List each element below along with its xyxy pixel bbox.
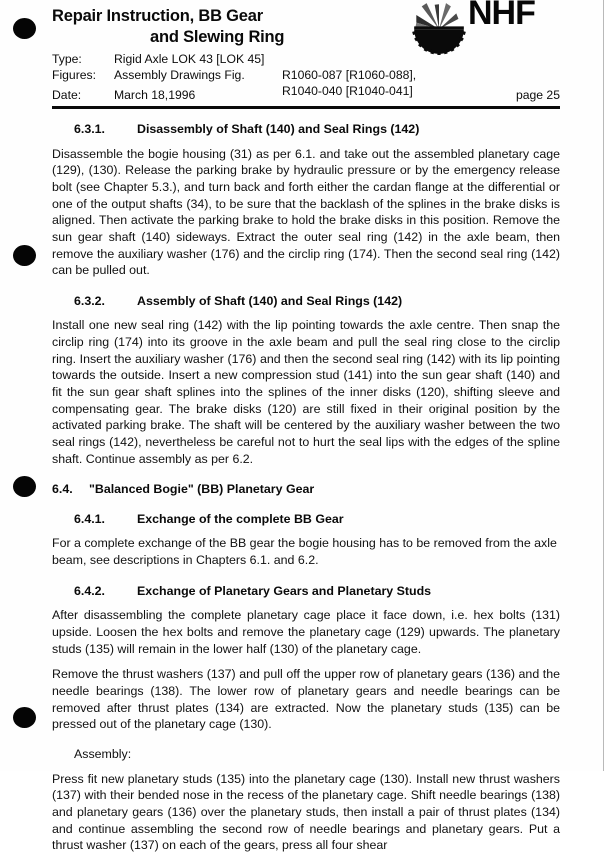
section-paragraph: Remove the thrust washers (137) and pull off the upper row of planetary gears (136) and the needle bearings (138). The lower row of planetary gears and needle bearings can be removed after thrust plates (134) are extracted. Now the planetary studs (135) can be pressed out of the planetary cage (130). (52, 667, 560, 732)
company-logo (412, 0, 562, 58)
section-heading-64 (52, 474, 560, 504)
section-paragraph: For a complete exchange of the BB gear the bogie housing has to be removed from the axle beam, see descriptions in Chapters 6.1. and 6.2. (52, 536, 557, 568)
section-paragraph: Install one new seal ring (142) with the lip pointing towards the axle centre. Then snap the circlip ring (174) into its groove in the axle beam and pull the seal ring close to the circlip ring. Insert the auxiliary washer (176) and then the second seal ring (142) with its lip pointing towards the outside. Insert a new compression stud (141) into the sun gear shaft (140) and fit the sun gear shaft splines into the splines of the inner disks (120), shifting sleeve and compensating gear. The brake disks (120) are still fixed in their original position by the activated parking brake. The shaft will be centered by the auxiliary washer between the two seal rings (142), nevertheless be careful not to hurt the seal lips with the edges of the spline shaft. Continue assembly as per 6.2. (52, 318, 560, 466)
section-number: 6.4.2. (74, 583, 106, 598)
date-value: March 18,1996 (114, 88, 196, 102)
section-title: Disassembly of Shaft (140) and Seal Rings (142) (137, 122, 420, 136)
section-heading-642 (52, 576, 560, 606)
section-number: 6.3.2. (74, 293, 106, 308)
figures-value-c: R1040-040 [R1040-041] (282, 83, 413, 98)
section-heading-631 (52, 114, 560, 144)
sunburst-gear-logo-icon (412, 1, 466, 55)
date-label: Date: (52, 88, 82, 102)
type-label: Type: (52, 51, 82, 66)
figures-value-a: Assembly Drawings Fig. (114, 67, 245, 82)
hole-punch-mark (13, 18, 36, 39)
document-body (52, 114, 560, 861)
meta-row-figures (52, 68, 560, 84)
scan-edge-margin (604, 0, 608, 771)
section-number: 6.4. (52, 482, 73, 497)
figures-value-b: R1060-087 [R1060-088], (282, 67, 417, 82)
hole-punch-mark (13, 707, 36, 728)
section-paragraph: After disassembling the complete planetary cage place it face down, i.e. hex bolts (131) upside. Loosen the hex bolts and remove the planetary cage (129) upwards. The planetary studs (135) will remain in the lower half (130) of the planetary cage. (52, 608, 560, 656)
figures-label: Figures: (52, 67, 97, 82)
section-number: 6.4.1. (74, 511, 106, 526)
section-title: Exchange of the complete BB Gear (137, 511, 344, 526)
assembly-paragraph: Press fit new planetary studs (135) into the planetary cage (130). Install new thrust washers (137) with their bended nose in the recess of the planetary cage. Shift needle bearings (138) and planetary gears (136) over the planetary studs, then install a pair of thrust plates (134) and continue assembling the second row of needle bearings and planetary gears. Put a thrust washer (137) on each of the gears, press all four shear (52, 771, 560, 853)
section-paragraph: Disassemble the bogie housing (31) as per 6.1. and take out the assembled planetary cage (129), (130). Release the parking brake by hydraulic pressure or by the emergency release bolt (see Chapter 5.3.), and turn back and forth either the cardan flange at the differential or one of the output shafts (34), to be sure that the backlash of the splines in the brake disks is aligned. Then activate the parking brake to hold the brake disks in this position. Remove the sun gear shaft (140) sideways. Extract the outer seal ring (142) in the axle beam, then remove the auxiliary washer (176) and the circlip ring (174). Then the second seal ring (142) can be pulled out. (52, 146, 560, 278)
header-rule (52, 106, 560, 109)
section-title: "Balanced Bogie" (BB) Planetary Gear (89, 482, 315, 497)
section-heading-641 (52, 504, 560, 534)
hole-punch-mark (13, 476, 36, 497)
hole-punch-mark (13, 245, 36, 266)
section-heading-632 (52, 286, 560, 316)
assembly-label: Assembly: (74, 746, 132, 761)
section-title: Exchange of Planetary Gears and Planetary Studs (137, 583, 432, 598)
header-date-row (52, 88, 560, 102)
type-value: Rigid Axle LOK 43 [LOK 45] (114, 51, 265, 66)
document-title-line-2: and Slewing Ring (150, 28, 285, 47)
section-title: Assembly of Shaft (140) and Seal Rings (142) (137, 293, 403, 308)
document-title-line-1: Repair Instruction, BB Gear (52, 7, 263, 25)
section-number: 6.3.1. (74, 122, 106, 136)
page-number: page 25 (515, 88, 560, 102)
logo-wordmark: NHF (468, 0, 535, 32)
